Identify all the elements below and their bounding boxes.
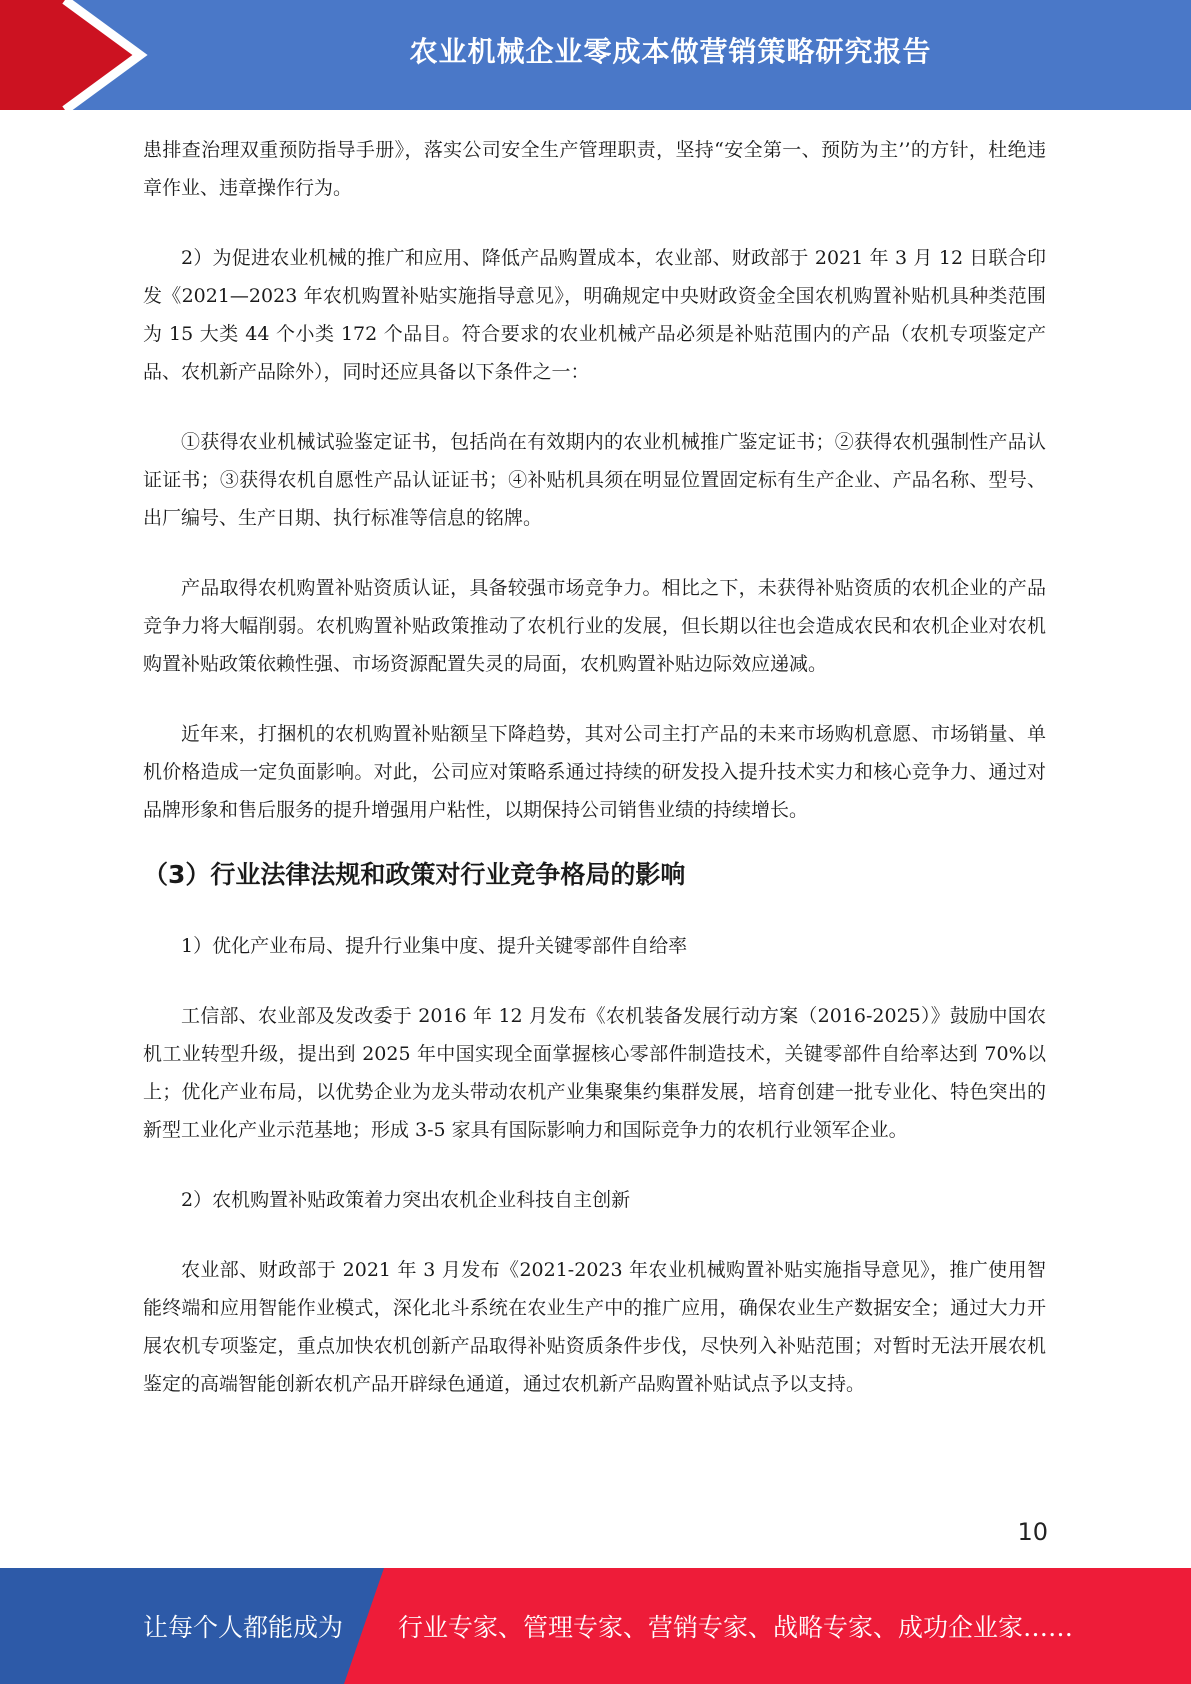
paragraph-6: 工信部、农业部及发改委于 2016 年 12 月发布《农机装备发展行动方案（2016-2025）》鼓励中国农机工业转型升级，提出到 2025 年中国实现全面掌握核心零部件制造技术，关键零部件自给率达到 70%以上；优化产业布局，以优势企业为龙头带动农机产业集聚集约集群发展，培育创建一批专业化、特色突出的新型工业化产业示范基地；形成 3-5 家具有国际影响力和国际竞争力的农机行业领军企业。 bbox=[143, 1005, 1046, 1141]
section-heading: （3）行业法律法规和政策对行业竞争格局的影响 bbox=[143, 860, 686, 889]
paragraph-7: 农业部、财政部于 2021 年 3 月发布《2021-2023 年农业机械购置补贴实施指导意见》，推广使用智能终端和应用智能作业模式，深化北斗系统在农业生产中的推广应用，确保农业生产数据安全；通过大力开展农机专项鉴定，重点加快农机创新产品取得补贴资质条件步伐，尽快列入补贴范围；对暂时无法开展农机鉴定的高端智能创新农机产品开辟绿色通道，通过农机新产品购置补贴试点予以支持。 bbox=[143, 1259, 1046, 1395]
paragraph-1: 患排查治理双重预防指导手册》，落实公司安全生产管理职责，坚持“安全第一、预防为主’’的方针，杜绝违章作业、违章操作行为。 bbox=[143, 139, 1046, 199]
paragraph-2: 2）为促进农业机械的推广和应用、降低产品购置成本，农业部、财政部于 2021 年 3 月 12 日联合印发《2021—2023 年农机购置补贴实施指导意见》，明确规定中央财政资金全国农机购置补贴机具种类范围为 15 大类 44 个小类 172 个品目。符合要求的农业机械产品必须是补贴范围内的产品（农机专项鉴定产品、农机新产品除外），同时还应具备以下条件之一： bbox=[143, 247, 1046, 383]
subsection-2-title: 2）农机购置补贴政策着力突出农机企业科技自主创新 bbox=[181, 1189, 631, 1211]
subsection-1-title: 1）优化产业布局、提升行业集中度、提升关键零部件自给率 bbox=[181, 935, 688, 957]
page-footer bbox=[0, 1568, 1191, 1684]
paragraph-4: 产品取得农机购置补贴资质认证，具备较强市场竞争力。相比之下，未获得补贴资质的农机企业的产品竞争力将大幅削弱。农机购置补贴政策推动了农机行业的发展，但长期以往也会造成农民和农机企业对农机购置补贴政策依赖性强、市场资源配置失灵的局面，农机购置补贴边际效应递减。 bbox=[143, 577, 1046, 675]
footer-slogan-right: 行业专家、管理专家、营销专家、战略专家、成功企业家…… bbox=[398, 1613, 1074, 1642]
page-header bbox=[0, 0, 1191, 110]
footer-slogan-left: 让每个人都能成为 bbox=[143, 1613, 344, 1642]
paragraph-3: ①获得农业机械试验鉴定证书，包括尚在有效期内的农业机械推广鉴定证书；②获得农机强制性产品认证证书；③获得农机自愿性产品认证证书；④补贴机具须在明显位置固定标有生产企业、产品名称、型号、出厂编号、生产日期、执行标准等信息的铭牌。 bbox=[143, 431, 1046, 529]
paragraph-5: 近年来，打捆机的农机购置补贴额呈下降趋势，其对公司主打产品的未来市场购机意愿、市场销量、单机价格造成一定负面影响。对此，公司应对策略系通过持续的研发投入提升技术实力和核心竞争力、通过对品牌形象和售后服务的提升增强用户粘性，以期保持公司销售业绩的持续增长。 bbox=[143, 723, 1046, 821]
header-title: 农业机械企业零成本做营销策略研究报告 bbox=[409, 35, 932, 68]
report-body bbox=[143, 131, 1046, 1403]
page-number: 10 bbox=[1017, 1518, 1048, 1546]
